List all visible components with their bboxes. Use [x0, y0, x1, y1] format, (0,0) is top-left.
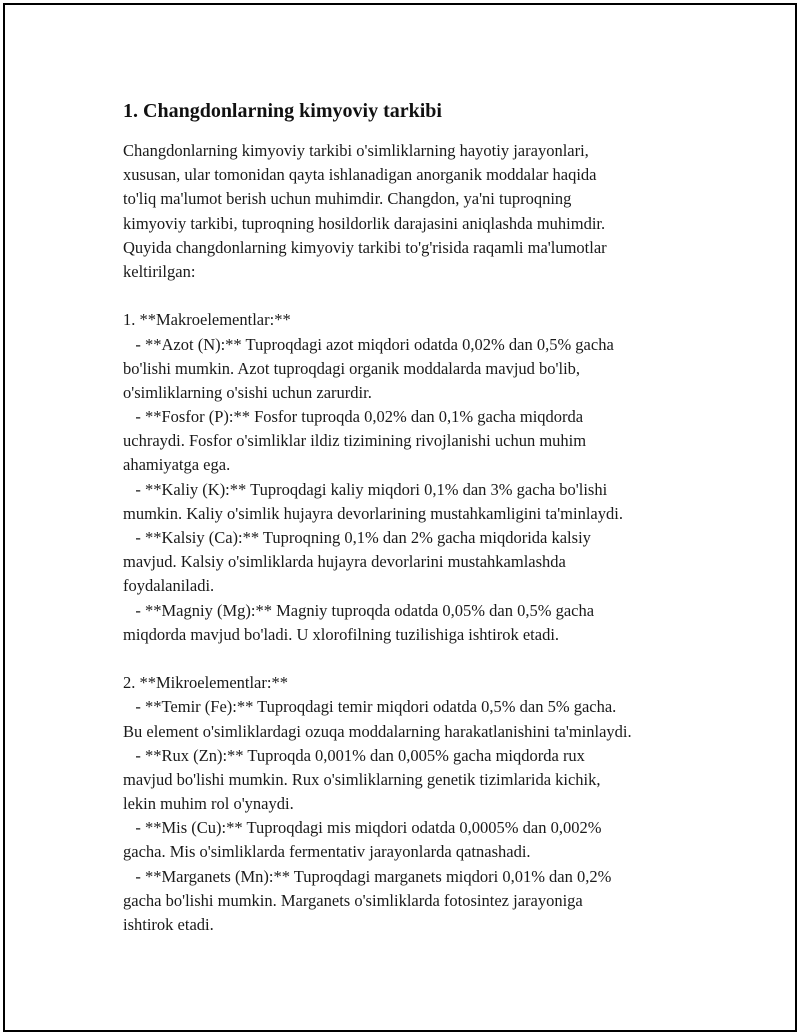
list-item-line: lekin muhim rol o'ynaydi.	[123, 794, 294, 814]
list-item-line: - **Temir (Fe):** Tuproqdagi temir miqdori odatda 0,5% dan 5% gacha.	[123, 697, 617, 717]
document-body	[123, 97, 703, 937]
intro-line: Changdonlarning kimyoviy tarkibi o'simliklarning hayotiy jarayonlari,	[123, 141, 589, 160]
list-item-line: miqdorda mavjud bo'ladi. U xlorofilning tuzilishiga ishtirok etadi.	[123, 624, 560, 644]
list-item-line: - **Rux (Zn):** Tuproqda 0,001% dan 0,005% gacha miqdorda rux	[123, 745, 585, 765]
intro-line: keltirilgan:	[123, 261, 196, 281]
list-item-line: ishtirok etadi.	[123, 915, 214, 934]
list-item-line: - **Mis (Cu):** Tuproqdagi mis miqdori odatda 0,0005% dan 0,002%	[123, 818, 602, 838]
list-item-line: gacha. Mis o'simliklarda fermentativ jarayonlarda qatnashadi.	[123, 842, 531, 862]
list-item-line: foydalaniladi.	[123, 576, 215, 596]
list-item-line: Bu element o'simliklardagi ozuqa moddalarning harakatlanishini ta'minlaydi.	[123, 721, 632, 741]
list-item-line: ahamiyatga ega.	[123, 455, 231, 475]
intro-paragraph	[123, 139, 703, 284]
intro-line: Quyida changdonlarning kimyoviy tarkibi to'g'risida raqamli ma'lumotlar	[123, 237, 607, 257]
document-title: 1. Changdonlarning kimyoviy tarkibi	[123, 100, 442, 122]
intro-line: xususan, ular tomonidan qayta ishlanadigan anorganik moddalar haqida	[123, 165, 597, 185]
page-frame	[3, 3, 797, 1032]
list-item-line: mavjud. Kalsiy o'simliklarda hujayra devorlarini mustahkamlashda	[123, 552, 566, 572]
list-item-line: - **Magniy (Mg):** Magniy tuproqda odatda 0,05% dan 0,5% gacha	[123, 600, 595, 620]
blank-line	[123, 647, 703, 671]
blank-line	[123, 284, 703, 308]
list-item-line: gacha bo'lishi mumkin. Marganets o'simliklarda fotosintez jarayoniga	[123, 890, 583, 910]
list-item-line: uchraydi. Fosfor o'simliklar ildiz tizimining rivojlanishi uchun muhim	[123, 431, 587, 451]
list-item-line: - **Marganets (Mn):** Tuproqdagi marganets miqdori 0,01% dan 0,2%	[123, 866, 612, 886]
list-item-line: - **Azot (N):** Tuproqdagi azot miqdori odatda 0,02% dan 0,5% gacha	[123, 334, 614, 354]
list-item-line: o'simliklarning o'sishi uchun zarurdir.	[123, 382, 372, 402]
intro-line: kimyoviy tarkibi, tuproqning hosildorlik darajasini aniqlashda muhimdir.	[123, 213, 606, 233]
list-item-line: mavjud bo'lishi mumkin. Rux o'simliklarning genetik tizimlarida kichik,	[123, 769, 601, 789]
macroelements-section	[123, 308, 703, 647]
section-heading: 1. **Makroelementlar:**	[123, 310, 291, 330]
list-item-line: mumkin. Kaliy o'simlik hujayra devorlarining mustahkamligini ta'minlaydi.	[123, 503, 623, 523]
list-item-line: - **Kalsiy (Ca):** Tuproqning 0,1% dan 2% gacha miqdorida kalsiy	[123, 528, 591, 547]
microelements-section	[123, 671, 703, 937]
list-item-line: - **Kaliy (K):** Tuproqdagi kaliy miqdori 0,1% dan 3% gacha bo'lishi	[123, 479, 608, 499]
list-item-line: - **Fosfor (P):** Fosfor tuproqda 0,02% dan 0,1% gacha miqdorda	[123, 407, 584, 427]
section-heading: 2. **Mikroelementlar:**	[123, 673, 288, 693]
intro-line: to'liq ma'lumot berish uchun muhimdir. Changdon, ya'ni tuproqning	[123, 189, 572, 209]
list-item-line: bo'lishi mumkin. Azot tuproqdagi organik moddalarda mavjud bo'lib,	[123, 358, 581, 378]
